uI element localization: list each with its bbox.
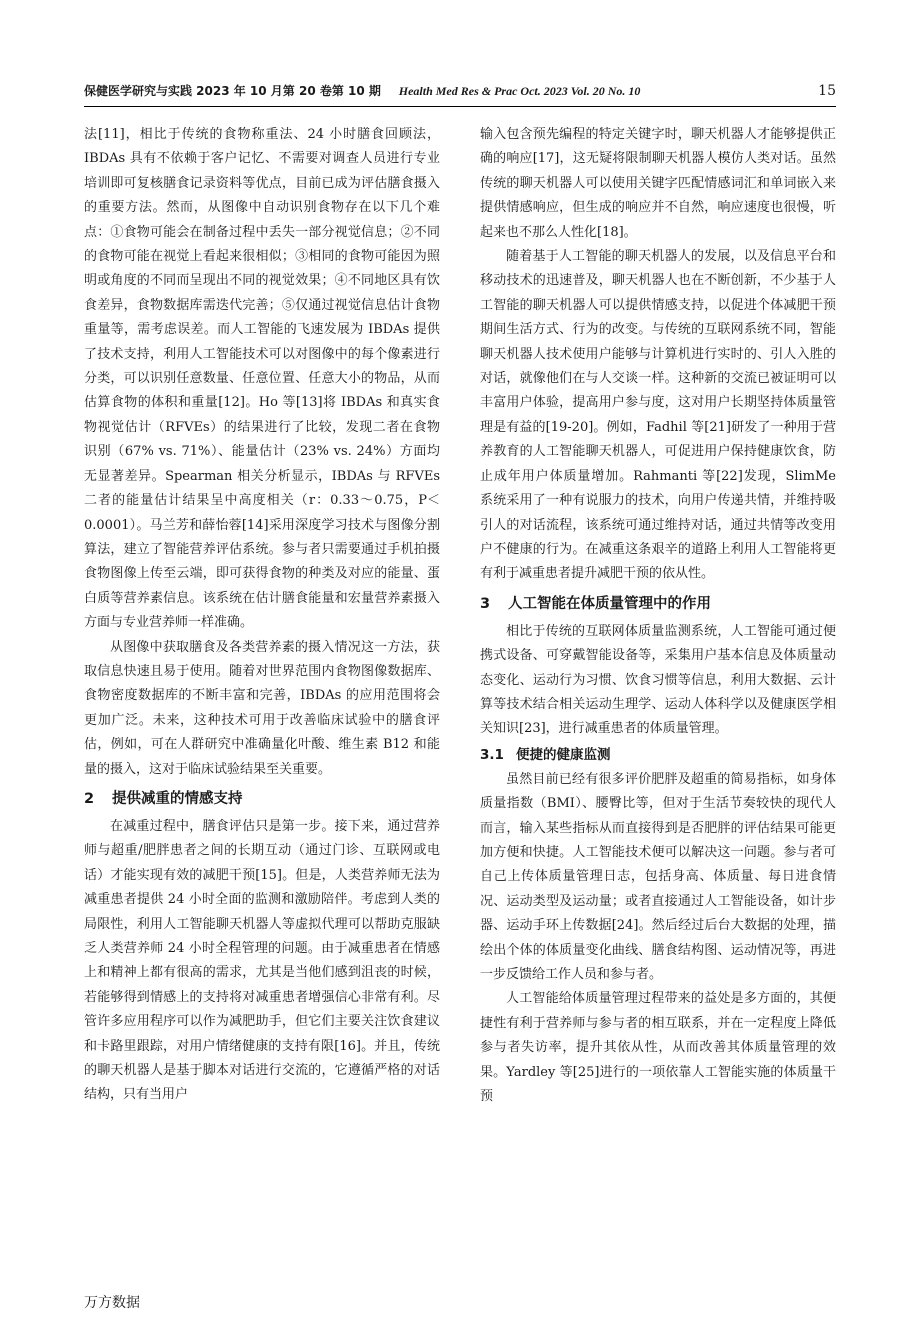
paragraph: 法[11]，相比于传统的食物称重法、24 小时膳食回顾法，IBDAs 具有不依赖于客户记忆、不需要对调查人员进行专业培训即可复核膳食记录资料等优点，目前已成为评估膳食摄入的重要方法。然而，从图像中自动识别食物存在以下几个难点：①食物可能会在制备过程中丢失一部分视觉信息；②不同的食物可能在视觉上看起来很相似；③相同的食物可能因为照明或角度的不同而呈现出不同的视觉效果；④不同地区具有饮食差异，食物数据库需迭代完善；⑤仅通过视觉信息估计食物重量等，需考虑误差。而人工智能的飞速发展为 IBDAs 提供了技术支持，利用人工智能技术可以对图像中的每个像素进行分类，可以识别任意数量、任意位置、任意大小的物品，从而估算食物的体积和重量[12]。Ho 等[13]将 IBDAs 和真实食物视觉估计（RFVEs）的结果进行了比较，发现二者在食物识别（67% vs. 71%）、能量估计（23% vs. 24%）方面均无显著差异。Spearman 相关分析显示，IBDAs 与 RFVEs 二者的能量估计结果呈中高度相关（r：0.33～0.75，P＜0.0001）。马兰芳和薛怡蓉[14]采用深度学习技术与图像分割算法，建立了智能营养评估系统。参与者只需要通过手机拍摄食物图像上传至云端，即可获得食物的种类及对应的能量、蛋白质等营养素信息。该系统在估计膳食能量和宏量营养素摄入方面与专业营养师一样准确。 (84, 127, 440, 631)
section-heading-3 (480, 592, 836, 616)
section-number: 2 (84, 790, 95, 807)
subsection-number: 3.1 (480, 746, 504, 763)
journal-title-cn: 保健医学研究与实践 2023 年 10 月第 20 卷第 10 期 (84, 84, 381, 98)
header-rule (84, 106, 836, 107)
paragraph: 随着基于人工智能的聊天机器人的发展，以及信息平台和移动技术的迅速普及，聊天机器人也在不断创新，不少基于人工智能的聊天机器人可以提供情感支持，以促进个体减肥干预期间生活方式、行为的改变。与传统的互联网系统不同，智能聊天机器人技术使用户能够与计算机进行实时的、引人入胜的对话，就像他们在与人交谈一样。这种新的交流已被证明可以丰富用户体验，提高用户参与度，这对用户长期坚持体质量管理是有益的[19-20]。例如，Fadhil 等[21]研发了一种用于营养教育的人工智能聊天机器人，可促进用户保持健康饮食，防止成年用户体质量增加。Rahmanti 等[22]发现，SlimMe 系统采用了一种有说服力的技术，向用户传递共情，并维持吸引人的对话流程，该系统可通过维持对话，通过共情等改变用户不健康的行为。在减重这条艰辛的道路上利用人工智能将更有利于减重患者提升减肥干预的依从性。 (480, 249, 836, 582)
running-header (84, 80, 836, 102)
paragraph: 虽然目前已经有很多评价肥胖及超重的简易指标，如身体质量指数（BMI）、腰臀比等，但对于生活节奏较快的现代人而言，输入某些指标从而直接得到是否肥胖的评估结果可能更加方便和快捷。人工智能技术便可以解决这一问题。参与者可自己上传体质量管理日志，包括身高、体质量、每日进食情况、运动类型及运动量；或者直接通过人工智能设备，如计步器、运动手环上传数据[24]。然后经过后台大数据的处理，描绘出个体的体质量变化曲线、膳食结构图、运动情况等，再进一步反馈给工作人员和参与者。 (480, 771, 836, 982)
section-heading-2 (84, 787, 440, 811)
paragraph: 从图像中获取膳食及各类营养素的摄入情况这一方法，获取信息快速且易于使用。随着对世界范围内食物图像数据库、食物密度数据库的不断丰富和完善，IBDAs 的应用范围将会更加广泛。未来，这种技术可用于改善临床试验中的膳食评估，例如，可在人群研究中准确量化叶酸、维生素 B12 和能量的摄入，这对于临床试验结果至关重要。 (84, 639, 440, 777)
section-number: 3 (480, 595, 491, 612)
section-title: 提供减重的情感支持 (112, 790, 243, 807)
paragraph: 输入包含预先编程的特定关键字时，聊天机器人才能够提供正确的响应[17]，这无疑将限制聊天机器人模仿人类对话。虽然传统的聊天机器人可以使用关键字匹配情感词汇和单词嵌入来提供情感响应，但生成的响应并不自然，响应速度也很慢，听起来也不那么人性化[18]。 (480, 127, 836, 240)
watermark: 万方数据 (84, 1295, 140, 1311)
journal-title-en: Health Med Res & Prac Oct. 2023 Vol. 20 No. 10 (398, 84, 641, 98)
page-number: 15 (818, 83, 836, 99)
subsection-title: 便捷的健康监测 (516, 746, 611, 763)
left-column (84, 123, 440, 1108)
section-title: 人工智能在体质量管理中的作用 (508, 595, 711, 612)
right-column (480, 123, 836, 1109)
paragraph: 人工智能给体质量管理过程带来的益处是多方面的，其便捷性有利于营养师与参与者的相互联系，并在一定程度上降低参与者失访率，提升其依从性，从而改善其体质量管理的效果。Yardley 等[25]进行的一项依靠人工智能实施的体质量干预 (480, 991, 836, 1105)
paragraph: 在减重过程中，膳食评估只是第一步。接下来，通过营养师与超重/肥胖患者之间的长期互动（通过门诊、互联网或电话）才能实现有效的减肥干预[15]。但是，人类营养师无法为减重患者提供 24 小时全面的监测和激励陪伴。考虑到人类的局限性，利用人工智能聊天机器人等虚拟代理可以帮助克服缺乏人类营养师 24 小时全程管理的问题。由于减重患者在情感上和精神上都有很高的需求，尤其是当他们感到沮丧的时候，若能够得到情感上的支持将对减重患者增强信心非常有利。尽管许多应用程序可以作为减肥助手，但它们主要关注饮食建议和卡路里跟踪，对用户情绪健康的支持有限[16]。并且，传统的聊天机器人是基于脚本对话进行交流的，它遵循严格的对话结构，只有当用户 (84, 818, 440, 1103)
subsection-heading-3-1 (480, 744, 836, 766)
paragraph: 相比于传统的互联网体质量监测系统，人工智能可通过便携式设备、可穿戴智能设备等，采集用户基本信息及体质量动态变化、运动行为习惯、饮食习惯等信息，利用大数据、云计算等技术结合相关运动生理学、运动人体科学以及健康医学相关知识[23]，进行减重患者的体质量管理。 (480, 623, 836, 737)
